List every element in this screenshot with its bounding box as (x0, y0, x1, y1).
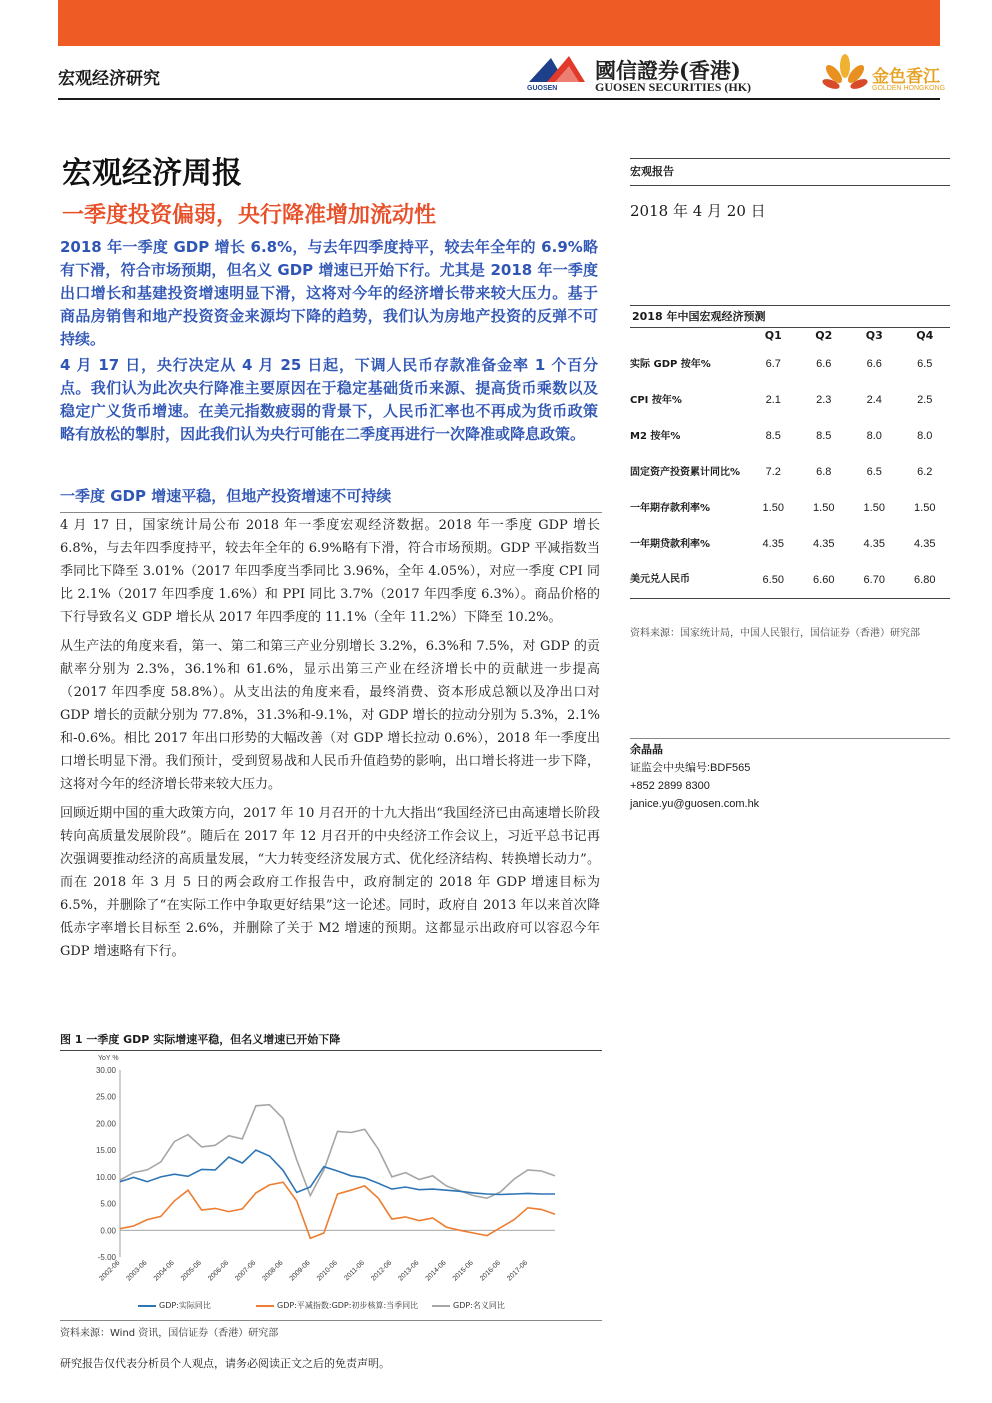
y-tick-label: 25.00 (95, 1092, 116, 1102)
x-tick-label: 2010-06 (315, 1259, 339, 1283)
report-subtitle: 一季度投资偏弱，央行降准增加流动性 (62, 202, 437, 228)
y-tick-label: 0.00 (100, 1226, 116, 1236)
table-row (630, 562, 950, 598)
table-row (630, 346, 950, 382)
table-cell: 6.80 (900, 562, 951, 598)
summary-paragraph: 4 月 17 日，央行决定从 4 月 25 日起，下调人民币存款准备金率 1 个百分点。我们认为此次央行降准主要原因在于稳定基础货币来源、提高货币乘数以及稳定广义货币增速。在美元指数疲弱的背景下，人民币汇率也不再成为货币政策略有放松的掣肘，因此我们认为央行可能在二季度再进行一次降准或降息政策。 (60, 356, 598, 443)
table-cell: 8.0 (917, 430, 933, 442)
y-tick-label: 5.00 (100, 1199, 116, 1209)
column-header: Q4 (916, 328, 934, 342)
analyst-phone: +852 2899 8300 (630, 780, 710, 792)
forecast-source: 资料来源：国家统计局，中国人民银行，国信证券（香港）研究部 (630, 628, 920, 639)
golden-hongkong-logo (820, 52, 952, 98)
x-tick-label: 2006-06 (207, 1259, 231, 1283)
disclaimer-footer: 研究报告仅代表分析员个人观点，请务必阅读正文之后的免责声明。 (60, 1357, 390, 1370)
y-tick-label: 20.00 (95, 1119, 116, 1129)
table-cell: 6.7 (765, 358, 781, 370)
table-cell: 4.35 (813, 538, 835, 550)
header-color-bar (58, 0, 940, 46)
legend-label: GDP:名义同比 (453, 1301, 505, 1310)
y-axis-label: YoY % (98, 1055, 119, 1062)
body-paragraph: 回顾近期中国的重大政策方向，2017 年 10 月召开的十九大指出“我国经济已由高速增长阶段转向高质量发展阶段”。随后在 2017 年 12 月召开的中央经济工作会议上，习近平总书记再次强调要推动经济的高质量发展，“大力转变经济发展方式、优化经济结构、转换增长动力”。而在 2018 年 3 月 5 日的两会政府工作报告中，政府制定的 2018 年 GDP 增速目标为 6.5%，并删除了“在实际工作中争取更好结果”这一论述。同时，政府自 2013 年以来首次降低赤字率增长目标至 2.6%，并删除了关于 M2 增速的预期。这都显示出政府可以容忍今年 GDP 增速略有下行。 (60, 806, 600, 959)
row-label: 实际 GDP 按年% (630, 358, 711, 370)
table-cell: 6.8 (816, 466, 832, 478)
series-line (120, 1182, 555, 1238)
legend-item (256, 1300, 418, 1311)
table-row (630, 382, 950, 418)
x-tick-label: 2009-06 (288, 1259, 312, 1283)
x-tick-label: 2012-06 (370, 1259, 394, 1283)
gdp-line-chart (60, 1046, 600, 1302)
table-cell: 4.35 (863, 538, 885, 550)
table-cell: 6.6 (816, 358, 832, 370)
column-header: Q3 (865, 328, 883, 342)
series-line (120, 1105, 555, 1199)
row-label: M2 按年% (630, 430, 681, 442)
row-label: 一年期存款利率% (630, 502, 711, 514)
guosen-mark-text: GUOSEN (527, 85, 558, 92)
analyst-name: 余晶晶 (630, 743, 663, 756)
table-cell: 6.6 (866, 358, 882, 370)
table-cell: 8.5 (816, 430, 832, 442)
guosen-logo (525, 52, 790, 96)
analyst-email[interactable]: janice.yu@guosen.com.hk (630, 798, 760, 810)
y-tick-label: 30.00 (95, 1066, 116, 1075)
row-label: 固定资产投资累计同比% (630, 466, 741, 478)
table-cell: 2.4 (866, 394, 882, 406)
table-cell: 2.3 (816, 394, 832, 406)
section-heading: 一季度 GDP 增速平稳，但地产投资增速不可持续 (60, 485, 602, 513)
table-cell: 1.50 (813, 502, 835, 514)
table-cell: 6.60 (799, 562, 850, 598)
analyst-contact (630, 738, 950, 813)
legend-swatch (432, 1305, 450, 1307)
header-divider (58, 98, 940, 100)
golden-hongkong-cn: 金色香江 (872, 67, 940, 87)
series-line (120, 1150, 555, 1194)
table-cell: 6.5 (866, 466, 882, 478)
summary-paragraph: 2018 年一季度 GDP 增长 6.8%，与去年四季度持平，较去年全年的 6.9%略有下滑，符合市场预期，但名义 GDP 增速已开始下行。尤其是 2018 年一季度出口增长和基建投资增速明显下滑，这将对今年的经济增长带来较大压力。基于商品房销售和地产投资资金来源均下降的趋势，我们认为房地产投资的反弹不可持续。 (60, 238, 598, 348)
row-label: 美元兑人民币 (630, 562, 748, 598)
x-tick-label: 2002-06 (98, 1259, 122, 1283)
table-cell: 8.5 (765, 430, 781, 442)
column-header (630, 324, 748, 346)
x-tick-label: 2015-06 (451, 1259, 475, 1283)
row-label: 一年期贷款利率% (630, 538, 711, 550)
report-type: 宏观报告 (630, 158, 950, 186)
golden-hongkong-en: GOLDEN HONGKONG (872, 85, 946, 92)
body-paragraph: 4 月 17 日，国家统计局公布 2018 年一季度宏观经济数据。2018 年一季度 GDP 增长 6.8%，与去年四季度持平，较去年全年的 6.9%略有下滑，符合市场预期。GDP 平减指数当季同比下降至 3.01%（2017 年四季度当季同比 3.96%，全年 4.05%），对应一季度 CPI 同比 2.1%（2017 年四季度 1.6%）和 PPI 同比 3.7%（2017 年四季度 6.3%）。商品价格的下行导致名义 GDP 增长从 2017 年四季度的 11.1%（全年 11.2%）下降至 10.2%。 (60, 518, 600, 625)
figure-title: 图 1 一季度 GDP 实际增速平稳，但名义增速已开始下降 (60, 1031, 602, 1051)
legend-label: GDP:平减指数:GDP:初步核算:当季同比 (277, 1301, 419, 1310)
forecast-table (630, 324, 950, 599)
table-cell: 6.50 (748, 562, 799, 598)
summary-block (60, 236, 598, 449)
table-row (630, 418, 950, 454)
table-row (630, 526, 950, 562)
legend-item (138, 1300, 211, 1311)
body-text (60, 514, 600, 969)
figure-source: 资料来源：Wind 资讯，国信证券（香港）研究部 (60, 1320, 602, 1339)
x-tick-label: 2003-06 (125, 1259, 149, 1283)
analyst-license: 证监会中央编号:BDF565 (630, 762, 751, 774)
x-tick-label: 2016-06 (478, 1259, 503, 1283)
guosen-mark-icon (525, 52, 589, 86)
table-cell: 1.50 (863, 502, 885, 514)
body-paragraph: 从生产法的角度来看，第一、第二和第三产业分别增长 3.2%，6.3%和 7.5%，对 GDP 的贡献率分别为 2.3%，36.1%和 61.6%，显示出第三产业在经济增长中的贡献进一步提高（2017 年四季度 58.8%）。从支出法的角度来看，最终消费、资本形成总额以及净出口对 GDP 增长的贡献分别为 77.8%，31.3%和-9.1%，对 GDP 增长的拉动分别为 5.3%，2.1%和-0.6%。相比 2017 年出口形势的大幅改善（对 GDP 增长拉动 0.6%），2018 年一季度出口增长明显下滑。我们预计，受到贸易战和人民币升值趋势的影响，出口增长将进一步下降，这将对今年的经济增长带来较大压力。 (60, 639, 600, 792)
x-tick-label: 2017-06 (506, 1259, 530, 1283)
report-title: 宏观经济周报 (62, 156, 242, 191)
table-row (630, 454, 950, 490)
forecast-table-title: 2018 年中国宏观经济预测 (630, 305, 950, 328)
flower-icon (820, 52, 870, 98)
table-cell: 2.1 (765, 394, 781, 406)
table-cell: 6.5 (917, 358, 933, 370)
table-cell: 1.50 (762, 502, 784, 514)
guosen-name-en: GUOSEN SECURITIES (HK) (595, 80, 752, 94)
column-header: Q2 (815, 328, 833, 342)
report-date: 2018 年 4 月 20 日 (630, 202, 766, 220)
x-tick-label: 2014-06 (424, 1259, 448, 1283)
legend-label: GDP:实际同比 (159, 1301, 211, 1310)
table-row (630, 490, 950, 526)
table-cell: 2.5 (917, 394, 933, 406)
y-tick-label: -5.00 (97, 1253, 116, 1262)
table-cell: 1.50 (914, 502, 936, 514)
table-cell: 4.35 (914, 538, 936, 550)
table-cell: 6.70 (849, 562, 900, 598)
legend-item (432, 1300, 505, 1311)
table-cell: 8.0 (866, 430, 882, 442)
x-tick-label: 2008-06 (261, 1259, 285, 1283)
y-tick-label: 10.00 (95, 1172, 116, 1182)
legend-swatch (138, 1305, 156, 1307)
x-tick-label: 2005-06 (179, 1259, 203, 1283)
guosen-name-cn: 國信證券(香港) (595, 58, 741, 83)
column-header: Q1 (764, 328, 782, 342)
legend-swatch (256, 1305, 274, 1307)
x-tick-label: 2011-06 (343, 1259, 367, 1283)
x-tick-label: 2007-06 (234, 1259, 258, 1283)
table-header-row (630, 324, 950, 346)
row-label: CPI 按年% (630, 394, 682, 406)
report-category: 宏观经济研究 (58, 69, 160, 89)
table-cell: 6.2 (917, 466, 933, 478)
y-tick-label: 15.00 (95, 1146, 116, 1156)
x-tick-label: 2004-06 (152, 1259, 176, 1283)
x-tick-label: 2013-06 (397, 1259, 421, 1283)
table-cell: 4.35 (762, 538, 784, 550)
table-cell: 7.2 (765, 466, 781, 478)
